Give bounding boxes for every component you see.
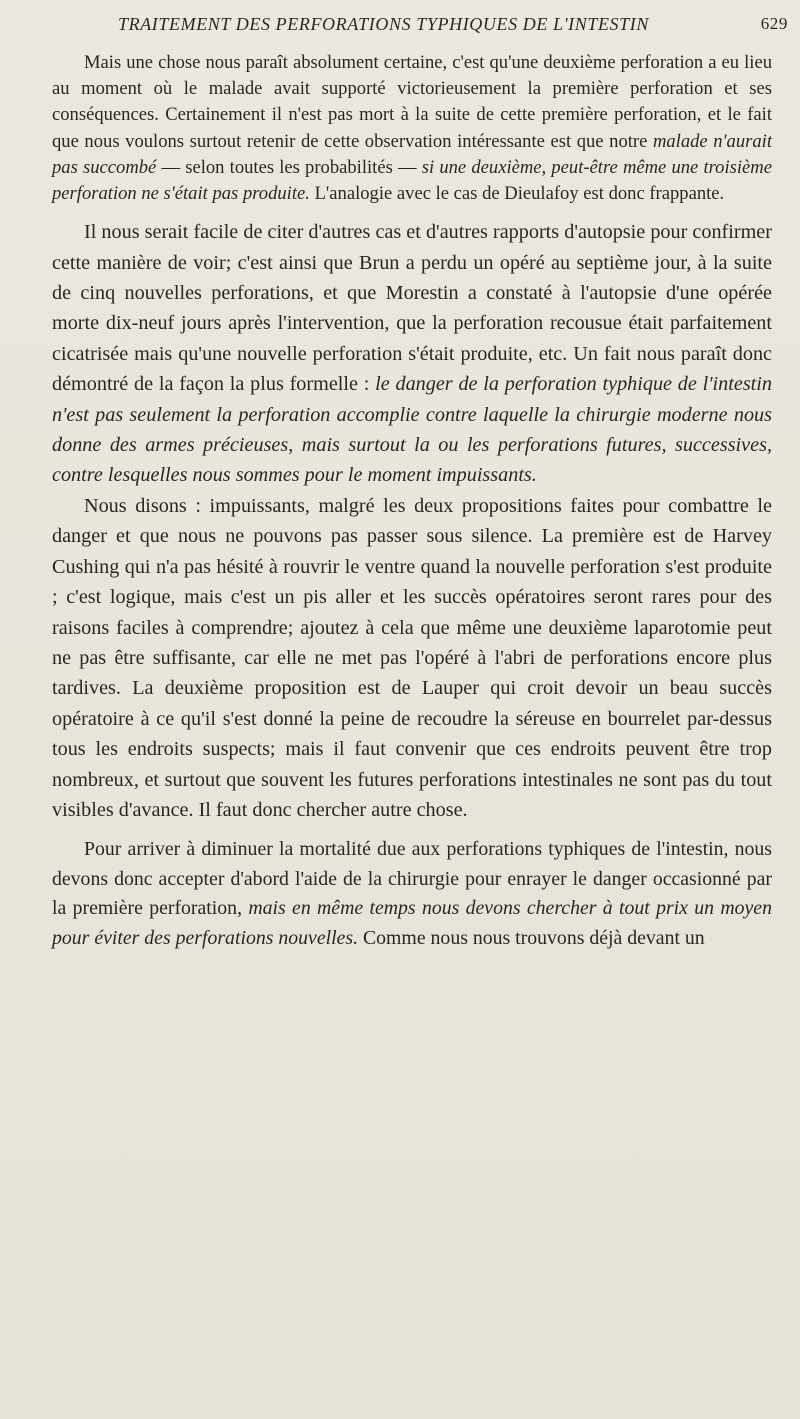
text-segment: — selon toutes les probabilités — bbox=[156, 156, 422, 178]
running-head-title: TRAITEMENT DES PERFORATIONS TYPHIQUES DE L'INTESTIN bbox=[118, 14, 649, 34]
italic-text-segment: le danger de la perforation typhique de l'intestin n'est pas seulement la perforation accomplie contre laquelle la chirurgie moderne nous donne des armes précieuses, mais surtout la ou les perforations futures, successives, contre lesquelles nous sommes pour le moment impuissants. bbox=[52, 373, 772, 487]
paragraph bbox=[52, 50, 772, 207]
body-text bbox=[52, 50, 772, 953]
text-segment: Nous disons : impuissants, malgré les deux propositions faites pour combattre le danger et que nous ne pouvons pas passer sous silence. La première est de Harvey Cushing qui n'a pas hésité à rouvrir le ventre quand la nouvelle perforation s'est produite ; c'est logique, mais c'est un pis aller et les succès opératoires seront rares pour des raisons faciles à comprendre; ajoutez à cela que même une deuxième laparotomie peut ne pas être suffisante, car elle ne met pas l'opéré à l'abri de perforations encore plus tardives. La deuxième proposition est de Lauper qui croit devoir un beau succès opératoire à ce qu'il s'est donné la peine de recoudre la séreuse en bourrelet par-dessus tous les endroits suspects; mais il faut convenir que ces endroits peuvent être trop nombreux, et surtout que souvent les futures perforations intestinales ne sont pas du tout visibles d'avance. Il faut donc chercher autre chose. bbox=[52, 494, 772, 821]
paragraph bbox=[52, 217, 772, 491]
page-number: 629 bbox=[760, 14, 788, 33]
text-segment: Il nous serait facile de citer d'autres cas et d'autres rapports d'autopsie pour confirmer cette manière de voir; c'est ainsi que Brun a perdu un opéré au septième jour, à la suite de cinq nouvelles perforations, et que Morestin a constaté à l'autopsie d'une opérée morte dix-neuf jours après l'intervention, que la perforation recousue était parfaitement cicatrisée mais qu'une nouvelle perforation s'était produite, etc. Un fait nous paraît donc démontré de la façon la plus formelle : bbox=[52, 221, 772, 396]
italic-text-segment: malade n'aurait pas succombé bbox=[52, 130, 772, 178]
italic-text-segment: si une deuxième, peut-être même une troisième perforation ne s'était pas produite. bbox=[52, 156, 772, 205]
text-segment: L'analogie avec le cas de Dieulafoy est donc frappante. bbox=[309, 183, 725, 205]
text-segment: Mais une chose nous paraît absolument certaine, c'est qu'une deuxième perforation a eu lieu au moment où le malade avait supporté victorieusement la première perforation et ses conséquences. Certainement il n'est pas mort à la suite de cette première perforation, et le fait que nous voulons surtout retenir de cette observation intéressante est que notre bbox=[52, 52, 772, 152]
running-head bbox=[98, 8, 788, 38]
paragraph bbox=[52, 491, 772, 825]
italic-text-segment: mais en même temps nous devons chercher à tout prix un moyen pour éviter des perforations nouvelles. bbox=[52, 897, 772, 949]
paragraph bbox=[52, 835, 772, 953]
text-segment: Pour arriver à diminuer la mortalité due aux perforations typhiques de l'intestin, nous devons donc accepter d'abord l'aide de la chirurgie pour enrayer le danger occasionné par la première perforation, bbox=[52, 838, 772, 920]
text-segment: Comme nous nous trouvons déjà devant un bbox=[358, 926, 705, 949]
